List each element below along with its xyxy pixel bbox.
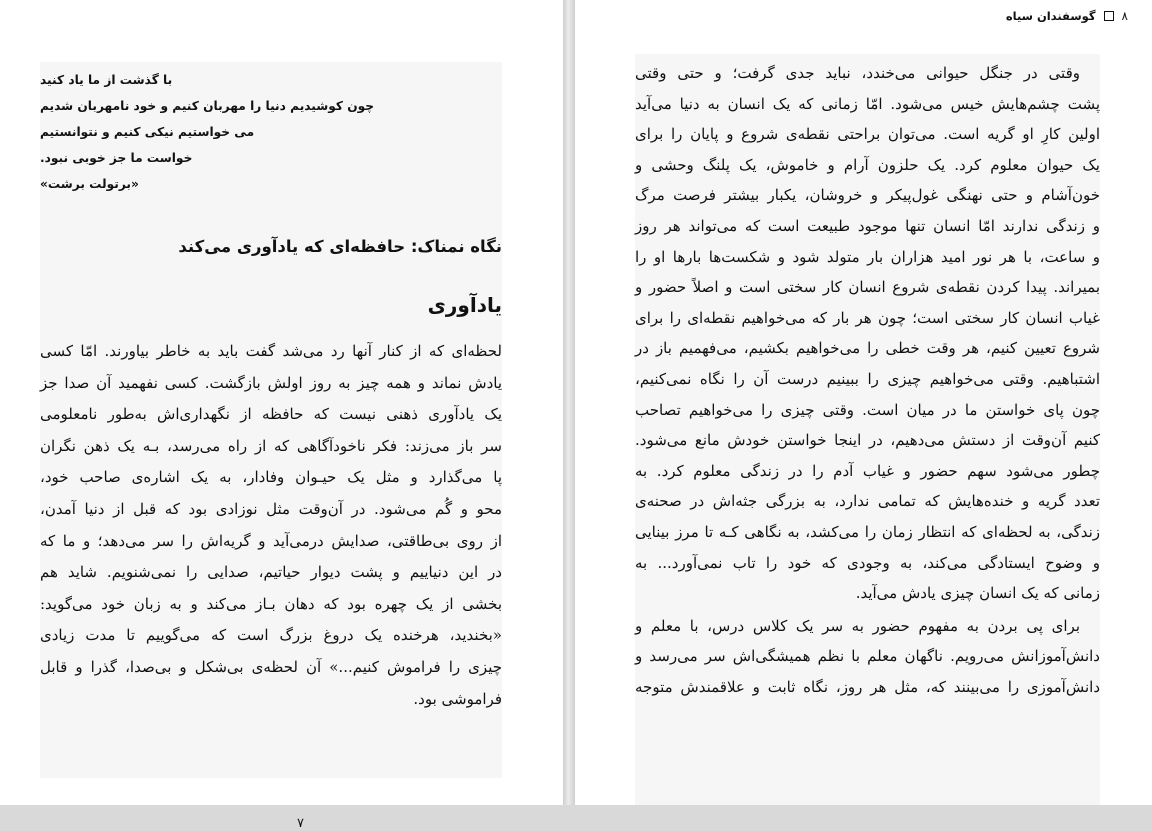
chapter-title: نگاه نمناک: حافظه‌ای که یادآوری می‌کند — [178, 237, 502, 256]
text-line: سر باز می‌زند: فکر ناخودآگاهی که از راه می‌رسد، بـه یک ذهن نگران — [40, 436, 502, 455]
text-line: زندگی، به لحظه‌ای که انتظار زمان را می‌کشد، به نگاهی کـه تا مرز بینایی — [635, 522, 1100, 541]
text-line: محو و گُم می‌شود. در آن‌وقت مثل نوزادی بود که قبل از دنیا آمدن، — [40, 499, 502, 518]
text-line: چیزی را فراموش کنیم...» آن لحظه‌ی بی‌شکل و بی‌صدا، گذرا و قابل — [40, 657, 502, 676]
text-line: کنیم آن‌وقت از دستش می‌دهیم، در اینجا خواستن خودش مانع می‌شود. — [635, 431, 1100, 450]
epigraph-line: با گذشت از ما یاد کنید — [40, 73, 173, 87]
epigraph-line: خواست ما جز خوبی نبود. — [40, 151, 193, 165]
section-title: یادآوری — [427, 293, 502, 317]
text-line: یک یادآوری ذهنی نیست که حافظه از نگهداری‌اش به‌طور نامعلومی — [40, 405, 502, 424]
page-number: ۷ — [297, 816, 304, 831]
text-line: «بخندید، هرخنده یک دروغ بزرگ است که می‌گوییم تا مدت زیادی — [40, 626, 502, 645]
text-line: پا می‌گذارد و مثل یک حیـوان وفادار، به یک اشاره‌ی صاحب خود، — [40, 468, 502, 487]
text-line: یادش نماند و همه چیز به روز اولش بازگشت. کسی نفهمید آن صدا جز — [40, 373, 502, 392]
book-title: گوسفندان سیاه — [1005, 9, 1096, 23]
epigraph — [40, 67, 495, 197]
text-line: شروع تعیین کنیم، هر وقت خطی را می‌خواهیم بکشیم، می‌فهمیم باز در — [635, 339, 1100, 358]
text-line: خون‌آشام و حتی نهنگی غول‌پیکر و خروشان، یکبار بیشتر فرصت مرگ — [635, 186, 1100, 205]
left-page — [0, 0, 563, 831]
epigraph-line: چون کوشیدیم دنیا را مهربان کنیم و خود نامهربان شدیم — [40, 99, 375, 113]
text-line: در این دنیاییم و پشت دیوار حیاتیم، صدایی را نمی‌شنویم. شاید هم — [40, 563, 502, 582]
text-line: چون پای خواستن ما در میان است. وقتی چیزی را می‌خواهیم تصاحب — [635, 400, 1100, 419]
text-line: غیاب انسان کار سختی است؛ چون هر بار که می‌خواهیم نقطه‌ای را برای — [635, 308, 1100, 327]
text-line: پشت چشم‌هایش خیس می‌شود. امّا زمانی که یک انسان به دنیا می‌آید — [635, 94, 1100, 113]
left-page-content — [40, 62, 502, 831]
running-head — [1006, 6, 1128, 26]
epigraph-attribution: «برتولت برشت» — [40, 177, 139, 191]
text-line: لحظه‌ای که از کنار آنها رد می‌شد گفت باید به خاطر بیاورند. امّا کسی — [40, 342, 502, 360]
text-line: یک حیوان معلوم کرد. یک حلزون آرام و خاموش، یک پلنگ وحشی و — [635, 155, 1100, 174]
book-gutter — [563, 0, 575, 805]
square-icon — [1104, 11, 1114, 21]
text-line: اشتباهیم. وقتی می‌خواهیم چیزی را ببینیم درست آن را نگاه نمی‌کنیم، — [635, 369, 1100, 388]
epigraph-line: می خواستیم نیکی کنیم و نتوانستیم — [40, 125, 255, 139]
text-line: و ساعت، با هر نور امید هزاران بار متولد شود و شکست‌ها بارها او را — [635, 247, 1100, 266]
page-number: ۸ — [1121, 9, 1128, 23]
text-line: چطور می‌شود سهم حضور و غیاب آدم را در زندگی معلوم کرد. به — [635, 461, 1100, 480]
text-line: از روی بی‌طاقتی، صدایش درمی‌آید و گریه‌اش را سر می‌دهد؛ و ما که — [40, 531, 502, 550]
text-line: فراموشی بود. — [413, 689, 502, 708]
text-line: اولین کارِ او گریه است. می‌توان براحتی نقطه‌ی شروع و پایان را برای — [635, 125, 1100, 144]
text-line: دانش‌آموزانش می‌رویم. ناگهان معلم با نظم همیشگی‌اش سر می‌رسد و — [635, 647, 1100, 666]
left-page-body-text — [40, 336, 502, 715]
right-page — [575, 0, 1152, 805]
text-line: بخشی از یک چهره بود که دهان بـاز می‌کند و به زبان خود می‌گوید: — [40, 594, 502, 613]
text-line: و زندگی ندارند امّا انسان تنها موجود طبیعت است که می‌تواند هر روز — [635, 216, 1100, 235]
text-line: تعدد گریه و خنده‌هایش که تمامی ندارد، به بزرگی جثه‌اش در صحنه‌ی — [635, 492, 1100, 511]
text-line: دانش‌آموزی را می‌بینند که، مثل هر روز، نگاه ثابت و علاقمندش متوجه — [635, 677, 1100, 696]
right-page-body-text — [635, 58, 1100, 702]
text-line: بمیراند. پیدا کردن نقطه‌ی شروع انسان کار سختی است و اصلاً حضور و — [635, 278, 1100, 297]
text-line: وقتی در جنگل حیوانی می‌خندد، نباید جدی گرفت؛ و حتی وقتی — [635, 64, 1080, 82]
text-line: زمانی که یک انسان چیزی یادش می‌آید. — [855, 584, 1100, 603]
text-line: برای پی بردن به مفهوم حضور به سر یک کلاس درس، با معلم و — [635, 616, 1080, 635]
text-line: و وضوح ایستادگی می‌کند، به وجودی که خود را تاب نمی‌آورد... به — [635, 553, 1100, 572]
right-page-content — [635, 54, 1100, 805]
